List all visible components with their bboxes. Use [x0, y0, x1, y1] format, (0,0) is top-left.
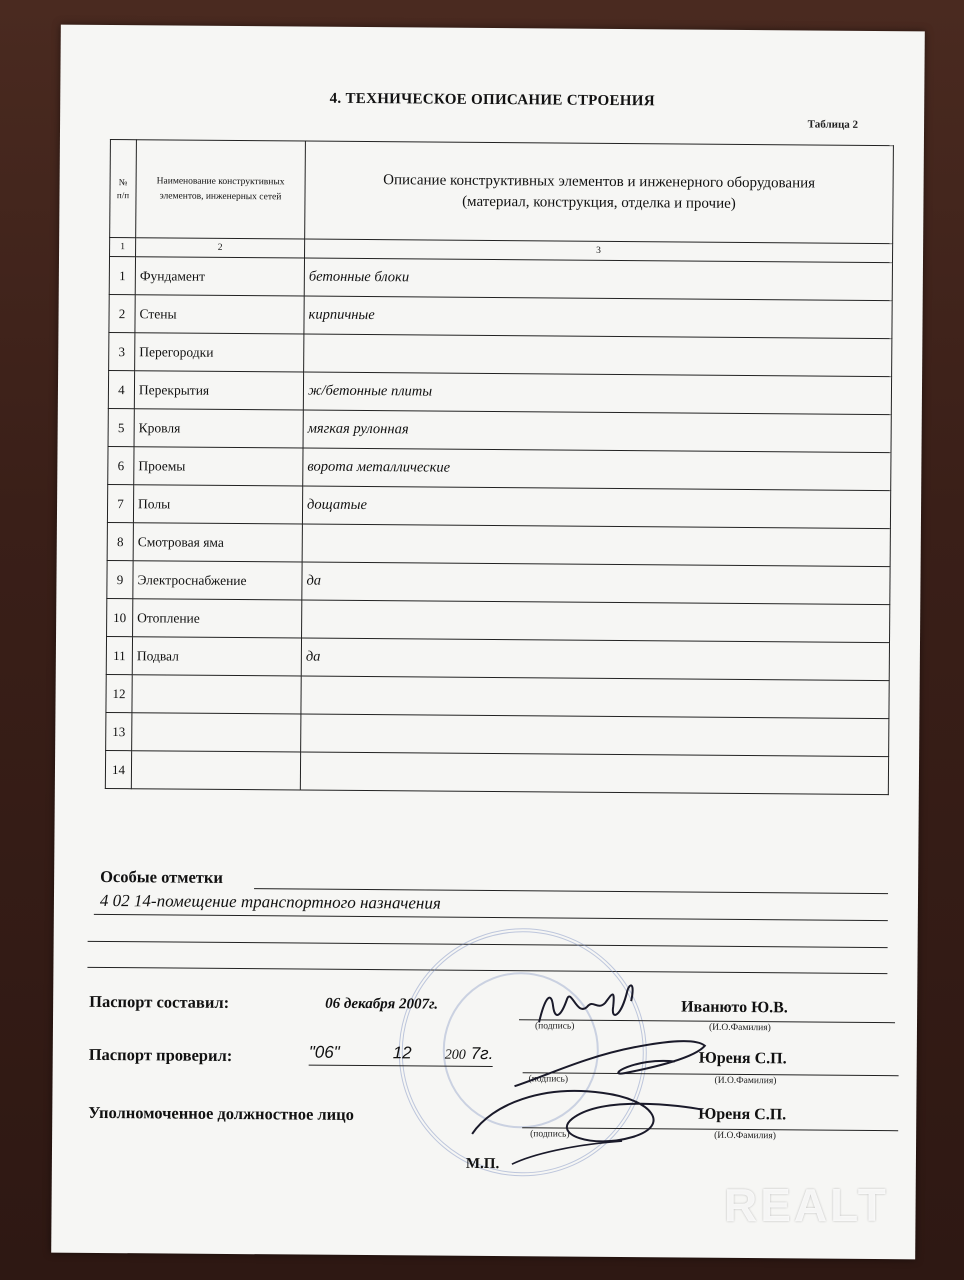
section-title: 4. ТЕХНИЧЕСКОЕ ОПИСАНИЕ СТРОЕНИЯ [329, 90, 655, 110]
row-name [132, 675, 301, 714]
row-name: Кровля [134, 409, 303, 448]
official-name-caption: (И.О.Фамилия) [714, 1130, 776, 1142]
row-desc: ж/бетонные плиты [303, 372, 891, 415]
row-name: Смотровая яма [133, 523, 302, 562]
table-row [106, 637, 889, 681]
row-desc: дощатые [302, 486, 890, 529]
compiled-name: Иванюто Ю.В. [681, 998, 788, 1017]
row-name: Электроснабжение [133, 561, 302, 600]
row-name: Перекрытия [134, 371, 303, 410]
row-desc: бетонные блоки [304, 258, 892, 301]
checked-name: Юреня С.П. [698, 1049, 787, 1068]
row-name [131, 751, 300, 790]
header-desc [305, 141, 894, 244]
header-desc-line1: Описание конструктивных элементов и инженерного оборудования [383, 171, 816, 192]
row-desc: ворота металлические [303, 448, 891, 491]
official-name: Юреня С.П. [698, 1105, 787, 1124]
row-num: 4 [108, 371, 134, 409]
table-row [109, 333, 892, 377]
table-row [108, 447, 891, 491]
row-num: 14 [105, 751, 131, 789]
table-row [109, 295, 892, 339]
row-name: Проемы [134, 447, 303, 486]
official-stamp [398, 927, 648, 1177]
row-num: 12 [106, 675, 132, 713]
row-name: Перегородки [135, 333, 304, 372]
row-num: 2 [109, 295, 135, 333]
realt-watermark [724, 1178, 889, 1232]
header-desc-line2: (материал, конструкция, отделка и прочие) [462, 193, 736, 212]
special-notes-text: 4 02 14-помещение транспортного назначения [99, 890, 441, 913]
watermark-text: REALT [724, 1179, 889, 1231]
row-desc: кирпичные [304, 296, 892, 339]
row-desc: да [302, 562, 890, 605]
notes-line-2 [94, 914, 888, 921]
checked-name-caption: (И.О.Фамилия) [714, 1075, 777, 1087]
row-name: Фундамент [135, 257, 304, 296]
row-name [132, 713, 301, 752]
row-name: Полы [133, 485, 302, 524]
row-num: 7 [107, 485, 133, 523]
official-sig-caption: (подпись) [530, 1129, 570, 1140]
row-num: 13 [106, 713, 132, 751]
table-row [106, 675, 889, 719]
col-index-2: 2 [136, 238, 305, 258]
row-desc: мягкая рулонная [303, 410, 891, 453]
row-name: Отопление [133, 599, 302, 638]
checked-year-prefix: 200 [444, 1047, 466, 1063]
row-desc [300, 752, 888, 795]
row-num: 5 [108, 409, 134, 447]
row-num: 6 [108, 447, 134, 485]
compiled-date: 06 декабря 2007г. [325, 995, 439, 1013]
row-num: 8 [107, 523, 133, 561]
checked-label: Паспорт проверил: [88, 1044, 233, 1066]
compiled-label: Паспорт составил: [89, 991, 230, 1012]
col-index-1: 1 [110, 238, 136, 257]
row-name: Стены [135, 295, 304, 334]
table-row [108, 371, 891, 415]
row-desc [304, 334, 892, 377]
checked-day: "06" [308, 1042, 340, 1062]
row-name: Подвал [132, 637, 301, 676]
table-row [107, 561, 890, 605]
row-num: 1 [109, 257, 135, 295]
row-num: 10 [107, 599, 133, 637]
checked-month: 12 [392, 1043, 412, 1063]
row-num: 3 [109, 333, 135, 371]
table-row [106, 713, 889, 757]
header-num: № п/п [110, 140, 137, 238]
table-row [105, 751, 888, 795]
table-label: Таблица 2 [807, 118, 859, 131]
compiled-name-caption: (И.О.Фамилия) [708, 1022, 771, 1034]
table-row [107, 599, 890, 643]
row-desc [301, 676, 889, 719]
checked-sig-caption: (подпись) [528, 1074, 569, 1085]
row-desc [301, 714, 889, 757]
technical-description-table [105, 139, 894, 795]
row-desc: да [301, 638, 889, 681]
row-desc [302, 600, 890, 643]
table-header-row [110, 140, 894, 244]
document-page [51, 25, 925, 1260]
row-num: 9 [107, 561, 133, 599]
official-label: Уполномоченное должностное лицо [88, 1102, 355, 1124]
row-desc [302, 524, 890, 567]
table-row [107, 485, 890, 529]
mp-label: М.П. [465, 1155, 500, 1173]
checked-year-suffix: 7г. [470, 1043, 494, 1064]
special-notes-label: Особые отметки [100, 866, 224, 887]
header-name: Наименование конструктивных элементов, инженерных сетей [136, 140, 306, 239]
col-index-3: 3 [305, 239, 893, 263]
compiled-sig-caption: (подпись) [534, 1021, 575, 1032]
table-row [107, 523, 890, 567]
table-row [108, 409, 891, 453]
row-num: 11 [106, 637, 132, 675]
table-row [109, 257, 892, 301]
